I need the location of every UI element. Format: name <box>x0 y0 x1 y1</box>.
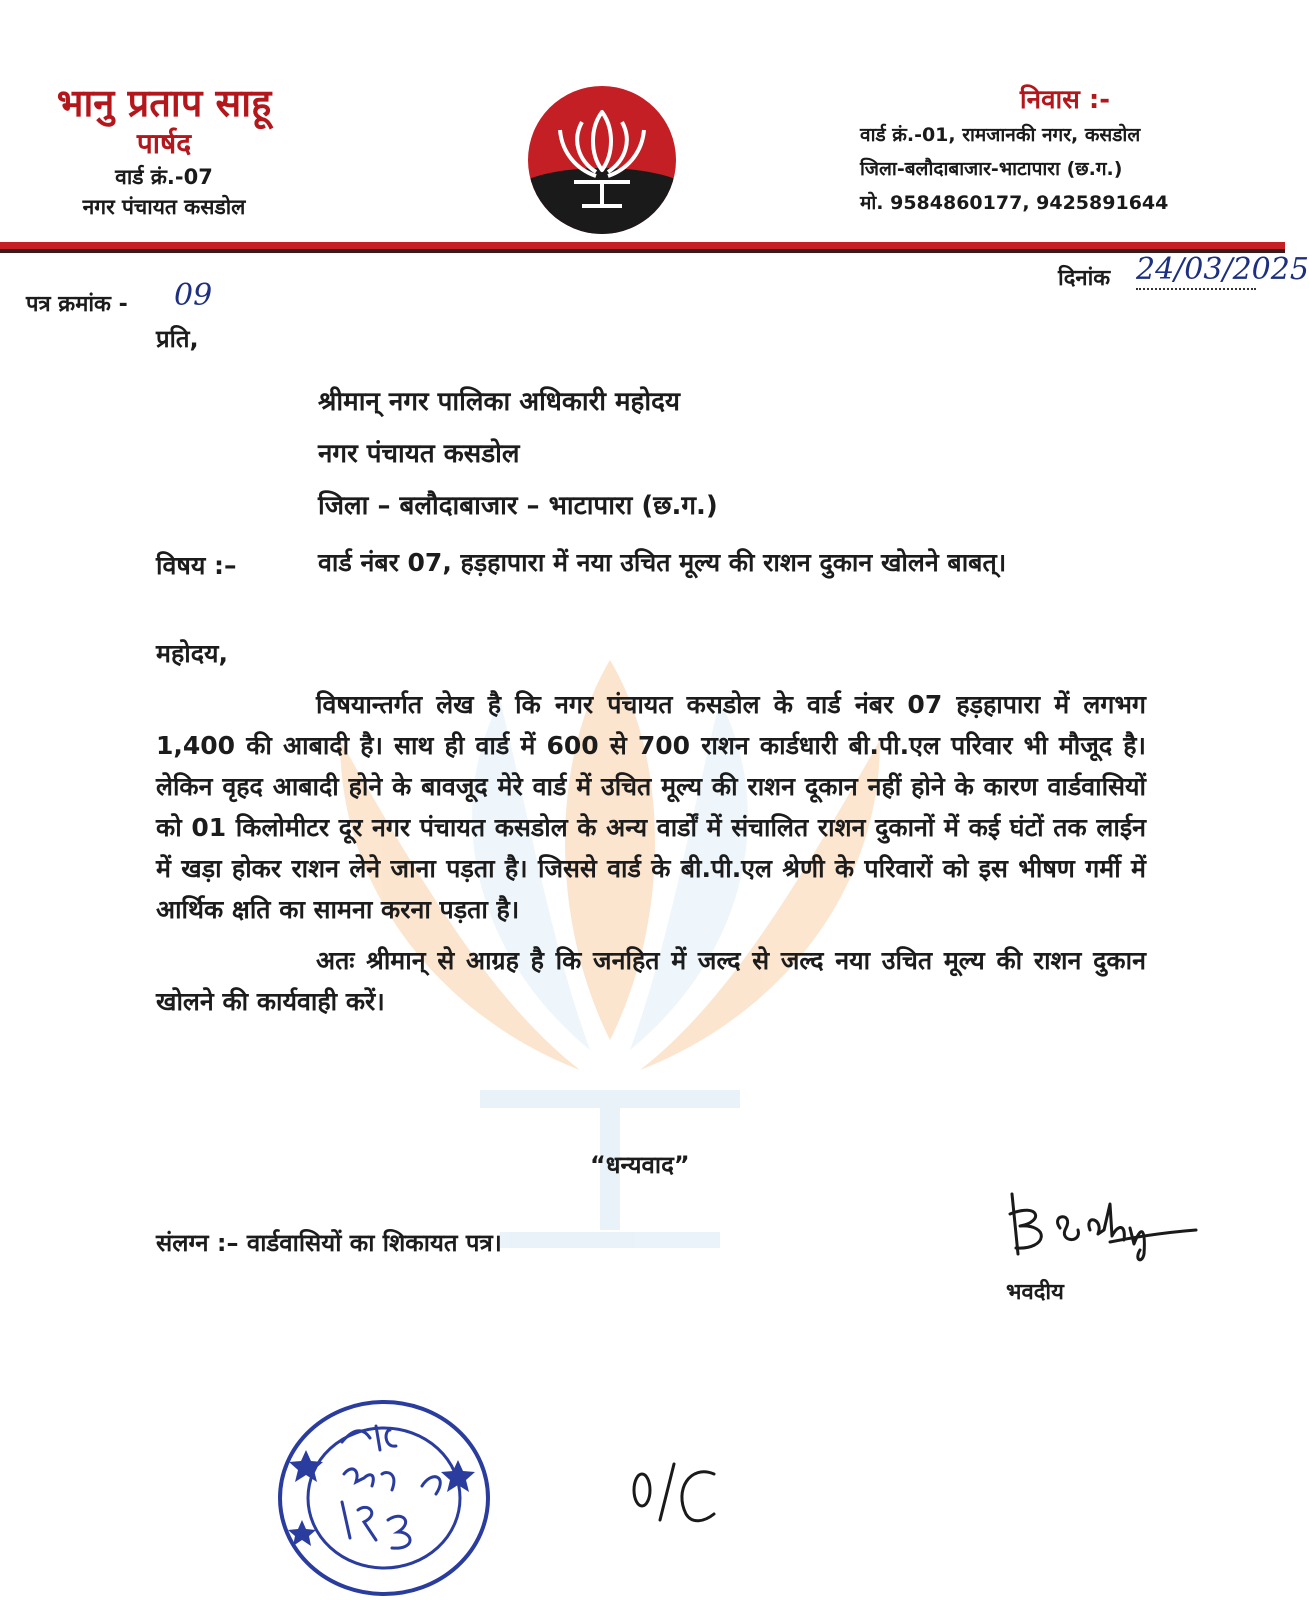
sender-ward: वार्ड क्रं.-07 <box>115 165 213 189</box>
date-label: दिनांक <box>1058 266 1111 291</box>
reference-number: 09 <box>174 278 213 313</box>
subject-label: विषय :– <box>156 551 237 580</box>
party-lotus-logo-icon <box>526 84 678 236</box>
addressee-block <box>318 376 718 532</box>
body-paragraph: विषयान्तर्गत लेख है कि नगर पंचायत कसडोल के वार्ड नंबर 07 हड़हापारा में लगभग 1,400 की आबादी है। साथ ही वार्ड में 600 से 700 राशन कार्डधारी बी.पी.एल परिवार भी मौजूद है। लेकिन वृहद आबादी होने के बावजूद मेरे वार्ड में उचित मूल्य की राशन दूकान नहीं होने के कारण वार्डवासियों को 01 किलोमीटर दूर नगर पंचायत कसडोल के अन्य वार्डों में संचालित राशन दुकानों में कई घंटों तक लाईन में खड़ा होकर राशन लेने जाना पड़ता है। जिससे वार्ड के बी.पी.एल श्रेणी के परिवारों को इस भीषण गर्मी में आर्थिक क्षति का सामना करना पड़ता है। <box>156 690 1146 924</box>
sender-body: नगर पंचायत कसडोल <box>82 195 246 219</box>
reference-label: पत्र क्रमांक - <box>26 292 128 317</box>
sender-title: पार्षद <box>136 127 192 160</box>
header-divider-dark <box>0 249 1285 253</box>
enclosure-text: संलग्न :– वार्डवासियों का शिकायत पत्र। <box>156 1229 502 1257</box>
handwritten-signature <box>1000 1184 1200 1264</box>
subject-text: वार्ड नंबर 07, हड़हापारा में नया उचित मूल्य की राशन दुकान खोलने बाबत्। <box>318 548 1007 577</box>
residence-heading: निवास :- <box>1019 85 1111 115</box>
sender-block <box>24 80 304 222</box>
greeting: महोदय, <box>156 639 228 668</box>
closing-text: भवदीय <box>1006 1280 1064 1305</box>
addressee-line: नगर पंचायत कसडोल <box>318 439 520 469</box>
date-value: 24/03/2025 <box>1136 252 1256 290</box>
official-stamp-seal <box>272 1390 502 1600</box>
body-paragraph: अतः श्रीमान् से आग्रह है कि जनहित में जल्द से जल्द नया उचित मूल्य की राशन दुकान खोलने की कार्यवाही करें। <box>156 946 1146 1016</box>
thanks-text: “धन्यवाद” <box>590 1151 690 1179</box>
to-label: प्रति, <box>156 325 199 353</box>
header-divider-red <box>0 242 1285 249</box>
residence-phone: मो. 9584860177, 9425891644 <box>860 192 1169 214</box>
residence-block <box>860 82 1240 220</box>
letter-body <box>156 684 1146 1022</box>
residence-address: वार्ड क्रं.-01, रामजानकी नगर, कसडोल <box>860 124 1141 146</box>
addressee-line: श्रीमान् नगर पालिका अधिकारी महोदय <box>318 387 680 417</box>
sender-name: भानु प्रताप साहू <box>56 81 272 125</box>
handwritten-oc-mark <box>630 1460 720 1530</box>
residence-district: जिला-बलौदाबाजार-भाटापारा (छ.ग.) <box>860 158 1123 180</box>
addressee-line: जिला – बलौदाबाजार – भाटापारा (छ.ग.) <box>318 491 718 521</box>
